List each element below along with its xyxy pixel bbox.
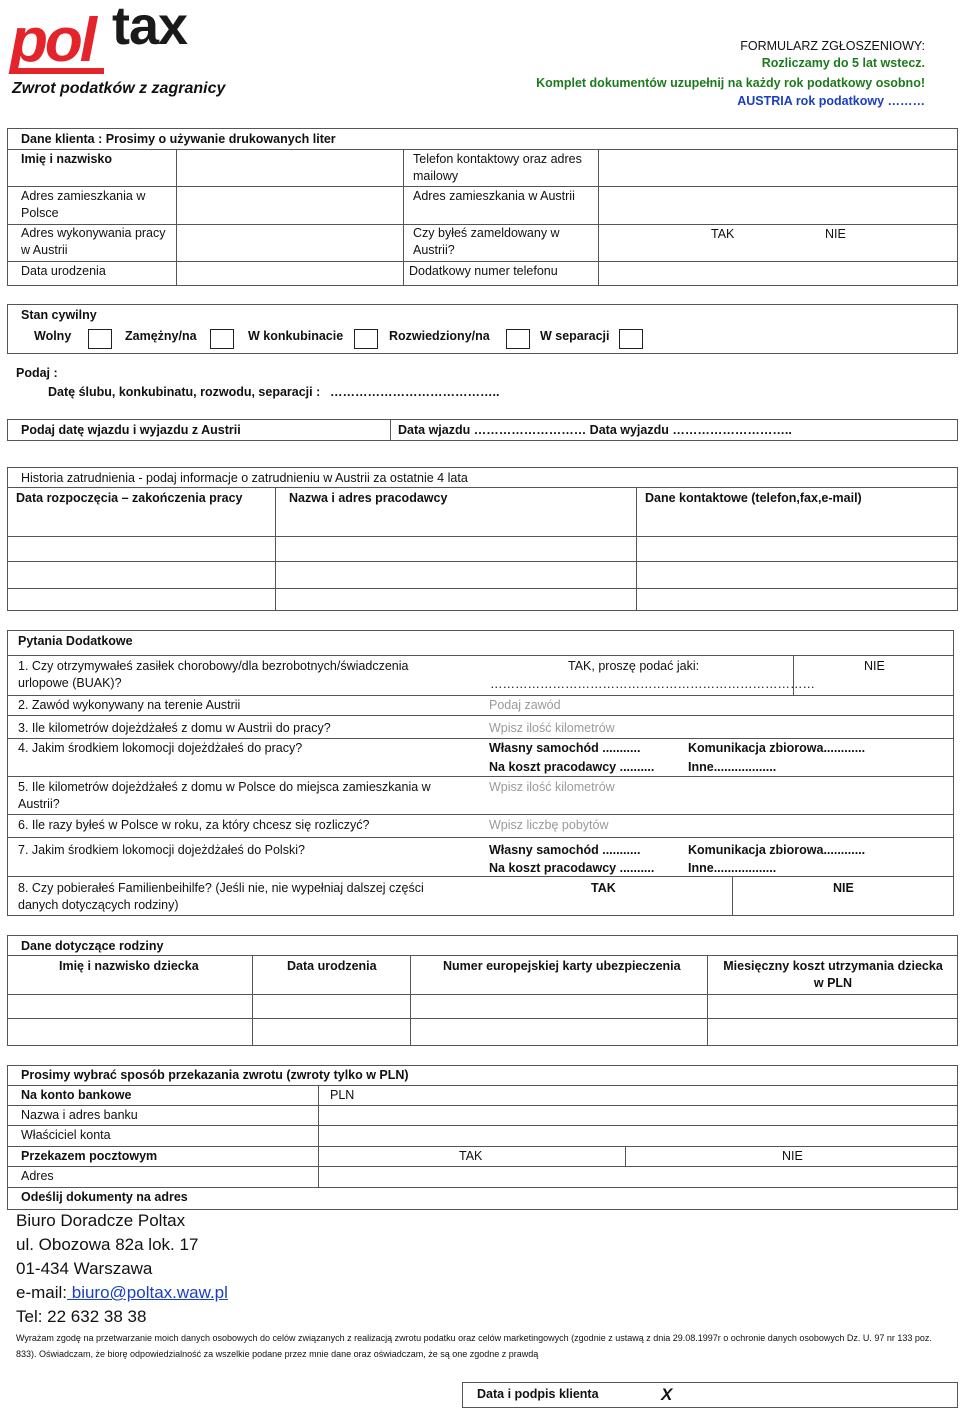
family-row[interactable]: [8, 1019, 957, 1045]
transfer-owner-input[interactable]: [319, 1126, 957, 1145]
header-line-1: FORMULARZ ZGŁOSZENIOWY:: [740, 39, 925, 53]
employment-title: Historia zatrudnienia - podaj informacje o zatrudnieniu w Austrii za ostatnie 4 lata: [21, 471, 468, 485]
client-registered-label: Czy byłeś zameldowany w Austrii?: [413, 226, 560, 257]
q4-employer-option[interactable]: Na koszt pracodawcy ..........: [489, 760, 655, 774]
q4-other-option[interactable]: Inne..................: [688, 760, 777, 774]
employment-row[interactable]: [8, 562, 957, 587]
client-birth-label: Data urodzenia: [21, 264, 106, 278]
send-docs-label: Odeślij dokumenty na adres: [21, 1190, 188, 1204]
q1-yes-option[interactable]: TAK, proszę podać jaki:: [568, 659, 700, 673]
transfer-bank-label: Na konto bankowe: [21, 1088, 132, 1102]
checkbox-cohabiting[interactable]: [354, 329, 378, 349]
employment-row[interactable]: [8, 537, 957, 560]
client-phone-label: Telefon kontaktowy oraz adres mailowy: [413, 152, 582, 183]
office-email-link[interactable]: biuro@poltax.waw.pl: [67, 1283, 228, 1302]
transfer-bank-input[interactable]: PLN: [330, 1088, 355, 1102]
header-line-2: Rozliczamy do 5 lat wstecz.: [761, 56, 925, 70]
q7-other-option[interactable]: Inne..................: [688, 861, 777, 875]
office-email-line: [16, 1281, 228, 1305]
entry-exit-input[interactable]: Data wjazdu ……………………… Data wyjazdu ………………………..: [398, 423, 792, 437]
marital-option-separated: W separacji: [540, 329, 610, 343]
office-phone: Tel: 22 632 38 38: [16, 1307, 147, 1326]
question-8: 8. Czy pobierałeś Familienbeihilfe? (Jeśli nie, nie wypełniaj dalszej części danych dotyczących rodziny): [18, 881, 424, 912]
checkbox-single[interactable]: [88, 329, 112, 349]
client-title: Dane klienta : Prosimy o używanie drukowanych liter: [21, 132, 336, 146]
transfer-bank-name-input[interactable]: [319, 1106, 957, 1124]
dates-input[interactable]: …………………………………..: [330, 385, 500, 399]
family-title: Dane dotyczące rodziny: [21, 939, 164, 953]
q7-public-transport-option[interactable]: Komunikacja zbiorowa............: [688, 843, 866, 857]
client-phone-input[interactable]: [599, 150, 957, 185]
office-email-label: e-mail:: [16, 1283, 68, 1302]
marital-option-single: Wolny: [34, 329, 72, 343]
marital-option-married: Zamężny/na: [125, 329, 197, 343]
logo-tagline: Zwrot podatków z zagranicy: [12, 80, 226, 97]
client-name-label: Imię i nazwisko: [21, 152, 113, 166]
transfer-postal-label: Przekazem pocztowym: [21, 1149, 158, 1163]
client-extra-phone-label: Dodatkowy numer telefonu: [409, 264, 558, 278]
q8-no-option[interactable]: NIE: [833, 881, 854, 895]
client-addr-at-input[interactable]: [599, 187, 957, 223]
q2-input[interactable]: Podaj zawód: [489, 698, 561, 712]
client-name-input[interactable]: [177, 150, 402, 185]
client-work-addr-input[interactable]: [177, 225, 402, 260]
checkbox-divorced[interactable]: [506, 329, 530, 349]
logo-brand-right: tax: [112, 0, 188, 56]
q4-own-car-option[interactable]: Własny samochód ...........: [489, 741, 641, 755]
q1-details-input[interactable]: ……………………………………………………………………: [490, 677, 815, 691]
question-2: 2. Zawód wykonywany na terenie Austrii: [18, 698, 241, 712]
q6-input[interactable]: Wpisz liczbę pobytów: [489, 818, 609, 832]
client-extra-phone-input[interactable]: [599, 262, 957, 285]
q7-own-car-option[interactable]: Własny samochód ...........: [489, 843, 641, 857]
transfer-address-label: Adres: [21, 1169, 54, 1183]
marital-option-cohabiting: W konkubinacie: [248, 329, 344, 343]
question-6: 6. Ile razy byłeś w Polsce w roku, za który chcesz się rozliczyć?: [18, 818, 370, 832]
postal-yes-option[interactable]: TAK: [459, 1149, 483, 1163]
dates-label: Datę ślubu, konkubinatu, rozwodu, separacji :: [48, 385, 321, 399]
family-col-cost: Miesięczny koszt utrzymania dziecka w PLN: [723, 959, 943, 990]
family-row[interactable]: [8, 995, 957, 1017]
client-work-addr-label: Adres wykonywania pracy w Austrii: [21, 226, 166, 257]
transfer-owner-label: Właściciel konta: [21, 1128, 111, 1142]
office-city: 01-434 Warszawa: [16, 1259, 153, 1278]
logo-brand-left: pol: [10, 6, 94, 75]
question-5: 5. Ile kilometrów dojeżdżałeś z domu w Polsce do miejsca zamieszkania w Austrii?: [18, 780, 431, 811]
family-col-birth: Data urodzenia: [287, 959, 377, 973]
signature-label: Data i podpis klienta: [477, 1387, 599, 1401]
family-col-insurance: Numer europejskiej karty ubezpieczenia: [443, 959, 681, 973]
question-4: 4. Jakim środkiem lokomocji dojeżdżałeś do pracy?: [18, 741, 303, 755]
podaj-label: Podaj :: [16, 366, 58, 380]
header-line-3: Komplet dokumentów uzupełnij na każdy rok podatkowy osobno!: [536, 76, 925, 90]
q8-yes-option[interactable]: TAK: [591, 881, 616, 895]
employment-col-dates: Data rozpoczęcia – zakończenia pracy: [16, 491, 243, 505]
question-7: 7. Jakim środkiem lokomocji dojeżdżałeś do Polski?: [18, 843, 305, 857]
postal-no-option[interactable]: NIE: [782, 1149, 803, 1163]
client-addr-at-label: Adres zamieszkania w Austrii: [413, 189, 575, 203]
marital-option-divorced: Rozwiedziony/na: [389, 329, 490, 343]
marital-title: Stan cywilny: [21, 308, 97, 322]
registered-no-option[interactable]: NIE: [825, 227, 846, 241]
client-addr-pl-input[interactable]: [177, 187, 402, 223]
checkbox-separated[interactable]: [619, 329, 643, 349]
consent-text: Wyrażam zgodę na przetwarzanie moich danych osobowych do celów związanych z realizacją zwrotu podatku oraz celów marketingowych (zgodnie z ustawą z dnia 29.08.1997r o ochronie danych osobowych Dz. U. 97 nr 133 poz. 833). Oświadczam, że biorę odpowiedzialność za wszelkie podane przez mnie dane oraz oświadczam, że są one zgodne z prawdą: [16, 1333, 932, 1359]
q1-no-option[interactable]: NIE: [864, 659, 885, 673]
transfer-bank-name-label: Nazwa i adres banku: [21, 1108, 138, 1122]
employment-col-employer: Nazwa i adres pracodawcy: [289, 491, 448, 505]
office-street: ul. Obozowa 82a lok. 17: [16, 1235, 199, 1254]
client-addr-pl-label: Adres zamieszkania w Polsce: [21, 189, 146, 220]
q4-public-transport-option[interactable]: Komunikacja zbiorowa............: [688, 741, 866, 755]
registered-yes-option[interactable]: TAK: [711, 227, 735, 241]
employment-col-contact: Dane kontaktowe (telefon,fax,e-mail): [645, 491, 862, 505]
signature-mark: X: [661, 1385, 673, 1404]
transfer-title: Prosimy wybrać sposób przekazania zwrotu (zwroty tylko w PLN): [21, 1068, 409, 1082]
checkbox-married[interactable]: [210, 329, 234, 349]
transfer-address-input[interactable]: [319, 1167, 957, 1186]
question-1: 1. Czy otrzymywałeś zasiłek chorobowy/dla bezrobotnych/świadczenia urlopowe (BUAK)?: [18, 659, 409, 690]
q5-input[interactable]: Wpisz ilość kilometrów: [489, 780, 615, 794]
questions-title: Pytania Dodatkowe: [18, 634, 133, 648]
header-line-4: AUSTRIA rok podatkowy ………: [737, 94, 925, 108]
poltax-logo: [8, 0, 233, 104]
entry-exit-label: Podaj datę wjazdu i wyjazdu z Austrii: [21, 423, 241, 437]
q7-employer-option[interactable]: Na koszt pracodawcy ..........: [489, 861, 655, 875]
family-col-child-name: Imię i nazwisko dziecka: [59, 959, 199, 973]
office-name: Biuro Doradcze Poltax: [16, 1211, 186, 1230]
client-birth-input[interactable]: [177, 262, 402, 285]
question-3: 3. Ile kilometrów dojeżdżałeś z domu w Austrii do pracy?: [18, 721, 331, 735]
signature-input[interactable]: [640, 1383, 956, 1407]
employment-row[interactable]: [8, 589, 957, 610]
q3-input[interactable]: Wpisz ilość kilometrów: [489, 721, 615, 735]
